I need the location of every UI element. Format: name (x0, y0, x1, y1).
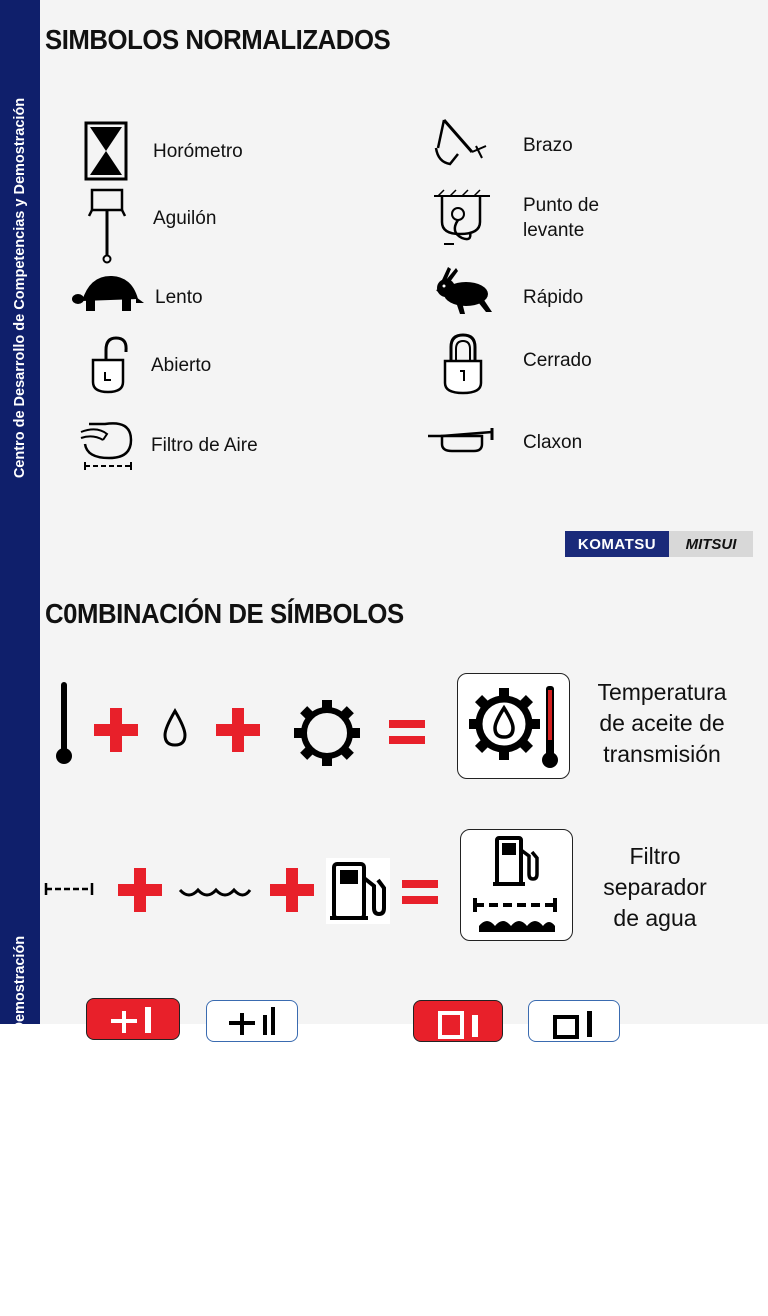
turtle-icon (72, 273, 144, 317)
result-line: separador (603, 874, 707, 900)
lift-point-icon (432, 188, 492, 248)
plus-icon (94, 708, 138, 752)
oil-drop-icon (162, 708, 188, 748)
symbol-fragment-icon (436, 1007, 486, 1037)
rabbit-icon (434, 266, 492, 316)
fuel-water-separator-icon (469, 836, 564, 934)
label-lento: Lento (155, 287, 203, 308)
result-line: de agua (613, 905, 697, 931)
sidebar-text: Centro de Desarrollo de Competencias y Demostración (12, 935, 28, 1316)
symbol-fragment-icon (225, 1005, 281, 1035)
sidebar (0, 0, 40, 576)
open-lock-icon (90, 336, 130, 394)
plus-icon (216, 708, 260, 752)
sidebar (0, 576, 40, 1316)
page-title: SIMBOLOS NORMALIZADOS (45, 24, 391, 55)
water-waves-icon (178, 882, 252, 900)
label-horometro: Horómetro (153, 141, 243, 162)
label-claxon: Claxon (523, 432, 583, 453)
label-rapido: Rápido (523, 287, 584, 308)
red-symbol-box (86, 998, 180, 1040)
logo-komatsu: KOMATSU (565, 531, 669, 557)
hourglass-icon (84, 122, 128, 180)
thermometer-icon (54, 680, 74, 766)
label-cerrado: Cerrado (523, 350, 592, 371)
equals-icon (402, 878, 438, 906)
result-line: transmisión (603, 741, 721, 767)
slide-simbolos-normalizados (0, 0, 768, 576)
label-filtro-de-aire: Filtro de Aire (151, 435, 258, 456)
result-label-filtro (585, 841, 725, 934)
result-box-filtro (460, 829, 573, 941)
label-punto-de: Punto de (523, 195, 600, 216)
symbol-fragment-icon (551, 1007, 601, 1037)
label-levante: levante (523, 220, 585, 241)
arm-icon (432, 116, 490, 168)
result-line: Temperatura (597, 679, 727, 705)
air-filter-icon (79, 416, 135, 472)
horn-icon (426, 426, 496, 456)
plus-icon (118, 868, 162, 912)
komatsu-mitsui-logo (565, 531, 753, 557)
result-label-temperatura (582, 677, 742, 770)
gear-icon (292, 698, 362, 768)
label-abierto: Abierto (151, 355, 212, 376)
plus-icon (270, 868, 314, 912)
transmission-oil-temperature-icon (464, 684, 562, 770)
result-line: Filtro (629, 843, 681, 869)
boom-icon (88, 188, 126, 264)
label-brazo: Brazo (523, 135, 573, 156)
red-symbol-box (413, 1000, 503, 1042)
label-aguilon: Aguilón (153, 208, 217, 229)
page-title: C0MBINACIÓN DE SÍMBOLOS (45, 598, 404, 629)
slide-combinacion-de-simbolos (0, 576, 768, 1316)
symbol-fragment-icon (107, 1003, 161, 1033)
result-line: de aceite de (599, 710, 725, 736)
logo-mitsui: MITSUI (669, 531, 753, 557)
white-symbol-box (528, 1000, 620, 1042)
white-symbol-box (206, 1000, 298, 1042)
equals-icon (389, 718, 425, 746)
fuel-pump-icon (326, 858, 390, 924)
sidebar-text: Centro de Desarrollo de Competencias y Demostración (12, 97, 28, 479)
closed-lock-icon (441, 333, 485, 395)
result-box-temperatura (457, 673, 570, 779)
filter-element-icon (44, 882, 94, 896)
